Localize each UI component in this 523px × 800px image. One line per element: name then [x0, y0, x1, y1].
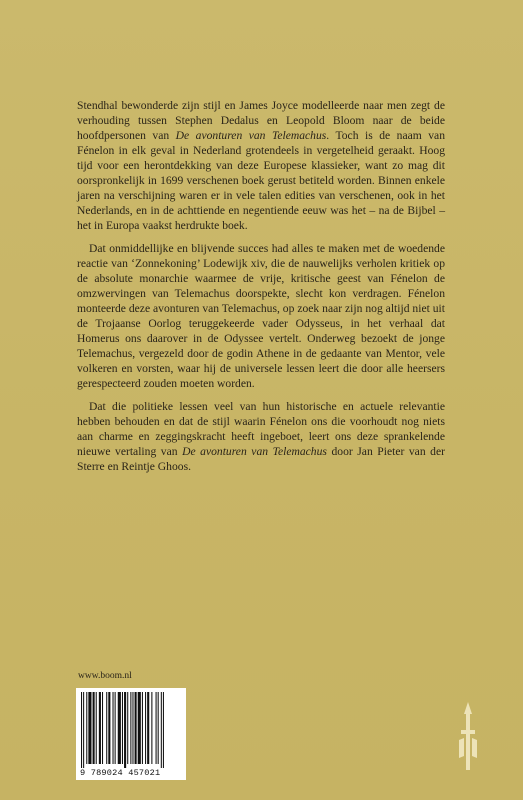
publisher-logo-icon	[455, 700, 481, 772]
blurb-paragraph	[77, 241, 445, 391]
paragraph-text: Stendhal bewonderde zijn stijl en James Joyce modelleerde naar men zegt de verhouding tussen Stephen Dedalus en Leopold Bloom naar de beide hoofdpersonen van	[77, 99, 445, 142]
blurb-paragraph	[77, 399, 445, 474]
barcode-icon	[76, 688, 186, 768]
paragraph-text: Dat die politieke lessen veel van hun historische en actuele relevantie hebben behouden en dat de stijl waarin Fénelon ons die voorhoudt nog niets aan charme en zeggingskracht heeft ingeboet, leert ons deze sprankelende nieuwe vertaling van	[77, 400, 445, 458]
paragraph-text: . Toch is de naam van Fénelon in elk geval in Nederland grotendeels in vergetelheid geraakt. Hoog tijd voor een herontdekking van deze Europese klassieker, want zo mag dit oorspronkelijk in 1699 verschenen boek gerust betiteld worden. Binnen enkele jaren na verschijning waren er in vele talen edities van verschenen, ook in het Nederlands, en in de achttiende en negentiende eeuw was het – na de Bijbel – het in Europa vaakst herdrukte boek.	[77, 129, 446, 232]
book-title-italic: De avonturen van Telemachus	[175, 129, 327, 142]
publisher-url[interactable]: www.boom.nl	[78, 671, 132, 681]
barcode	[76, 688, 186, 780]
book-title-italic: De avonturen van Telemachus	[182, 445, 327, 458]
isbn-digits: 9 789024 457021	[80, 768, 161, 778]
blurb-text	[77, 98, 445, 482]
paragraph-text: Dat onmiddellijke en blijvende succes had alles te maken met de woedende reactie van ‘Zonnekoning’ Lodewijk xiv, die de nauwelijks verholen kritiek op de absolute monarchie waarmee de vrije, kritische geest van Fénelon de omzwervingen van Telemachus doorspekte, slecht kon verdragen. Fénelon monteerde deze avonturen van Telemachus, op zoek naar zijn nog altijd niet uit de Trojaanse Oorlog teruggekeerde vader Odysseus, in het verhaal dat Homerus ons daarover in de Odyssee vertelt. Onderweg bezoekt de jonge Telemachus, vergezeld door de godin Athene in de gedaante van Mentor, vele volkeren en vorsten, waar hij de universele lessen leert die door alle heersers gerespecteerd zouden moeten worden.	[77, 242, 445, 390]
paragraph-text: door Jan Pieter van der Sterre en Reintje Ghoos.	[77, 445, 445, 473]
blurb-paragraph	[77, 98, 445, 233]
